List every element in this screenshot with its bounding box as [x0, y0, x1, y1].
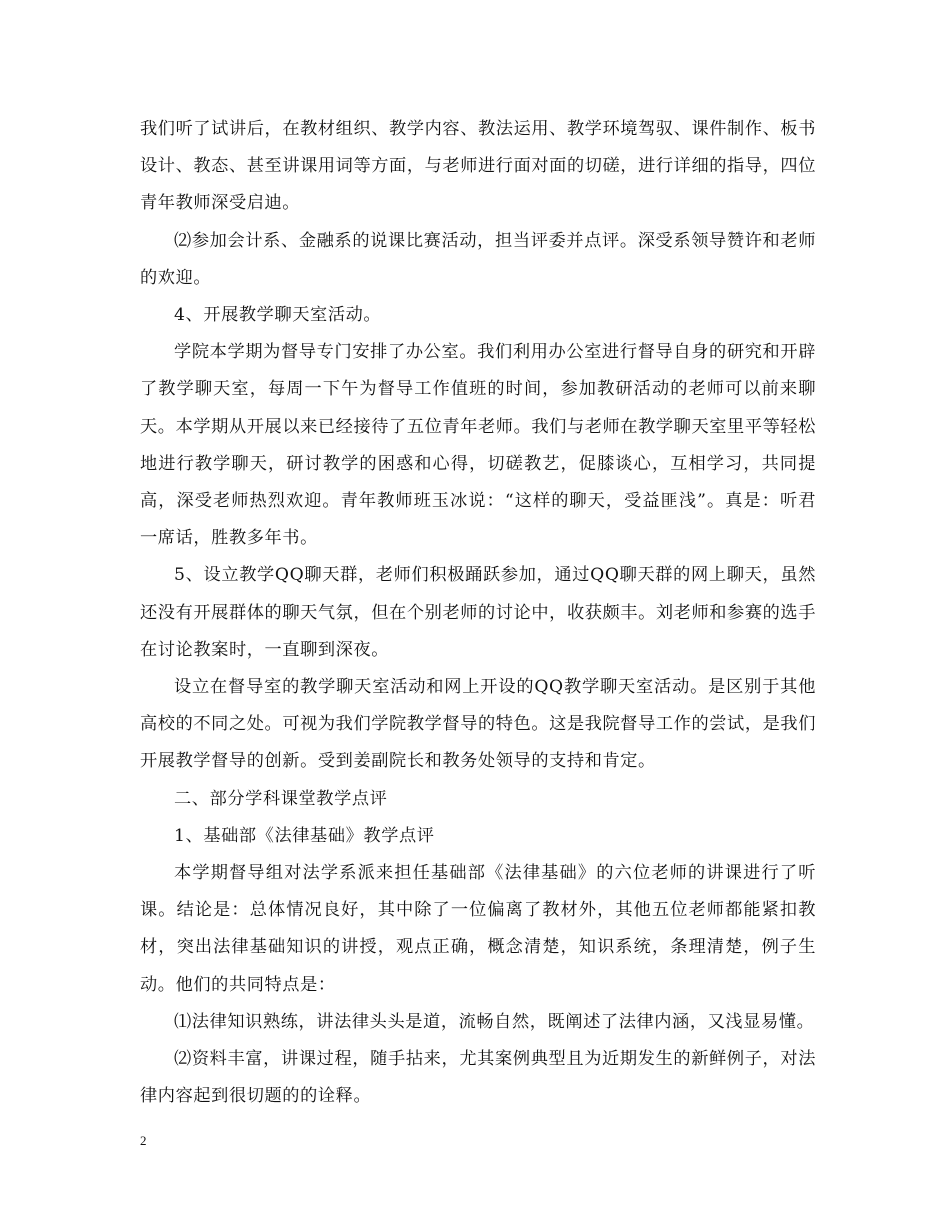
subsection-heading-1: 1、基础部《法律基础》教学点评	[174, 825, 435, 846]
list-item-2: ⑵资料丰富，讲课过程，随手拈来，尤其案例典型且为近期发生的新鲜例子，对法律内容起到很切题的的诠释。	[140, 1049, 816, 1107]
paragraph-2: ⑵参加会计系、金融系的说课比赛活动，担当评委并点评。深受系领导赞许和老师的欢迎。	[140, 230, 816, 288]
section-heading-5: 5、设立教学QQ聊天群，老师们积极踊跃参加，通过QQ聊天群的网上聊天，虽然还没有开展群体的聊天气氛，但在个别老师的讨论中，收获颇丰。刘老师和参赛的选手在讨论教案时，一直聊到深夜。	[140, 565, 816, 660]
paragraph-4: 学院本学期为督导专门安排了办公室。我们利用办公室进行督导自身的研究和开辟了教学聊天室，每周一下午为督导工作值班的时间，参加教研活动的老师可以前来聊天。本学期从开展以来已经接待了五位青年老师。我们与老师在教学聊天室里平等轻松地进行教学聊天，研讨教学的困惑和心得，切磋教艺，促膝谈心，互相学习，共同提高，深受老师热烈欢迎。青年教师班玉冰说：“这样的聊天，受益匪浅”。真是：听君一席话，胜教多年书。	[140, 342, 816, 549]
paragraph-6: 设立在督导室的教学聊天室活动和网上开设的QQ教学聊天室活动。是区别于其他高校的不同之处。可视为我们学院教学督导的特色。这是我院督导工作的尝试，是我们开展教学督导的创新。受到姜副院长和教务处领导的支持和肯定。	[140, 677, 816, 772]
paragraph-1: 我们听了试讲后，在教材组织、教学内容、教法运用、教学环境驾驭、课件制作、板书设计、教态、甚至讲课用词等方面，与老师进行面对面的切磋，进行详细的指导，四位青年教师深受启迪。	[140, 119, 816, 214]
list-item-1: ⑴法律知识熟练，讲法律头头是道，流畅自然，既阐述了法律内涵，又浅显易懂。	[174, 1011, 815, 1032]
page-number: 2	[140, 1133, 147, 1148]
paragraph-9: 本学期督导组对法学系派来担任基础部《法律基础》的六位老师的讲课进行了听课。结论是：总体情况良好，其中除了一位偏离了教材外，其他五位老师都能紧扣教材，突出法律基础知识的讲授，观点正确，概念清楚，知识系统，条理清楚，例子生动。他们的共同特点是：	[140, 863, 816, 995]
section-heading-part-two: 二、部分学科课堂教学点评	[174, 788, 388, 809]
document-body	[140, 111, 816, 1115]
section-heading-4: 4、开展教学聊天室活动。	[174, 305, 382, 326]
